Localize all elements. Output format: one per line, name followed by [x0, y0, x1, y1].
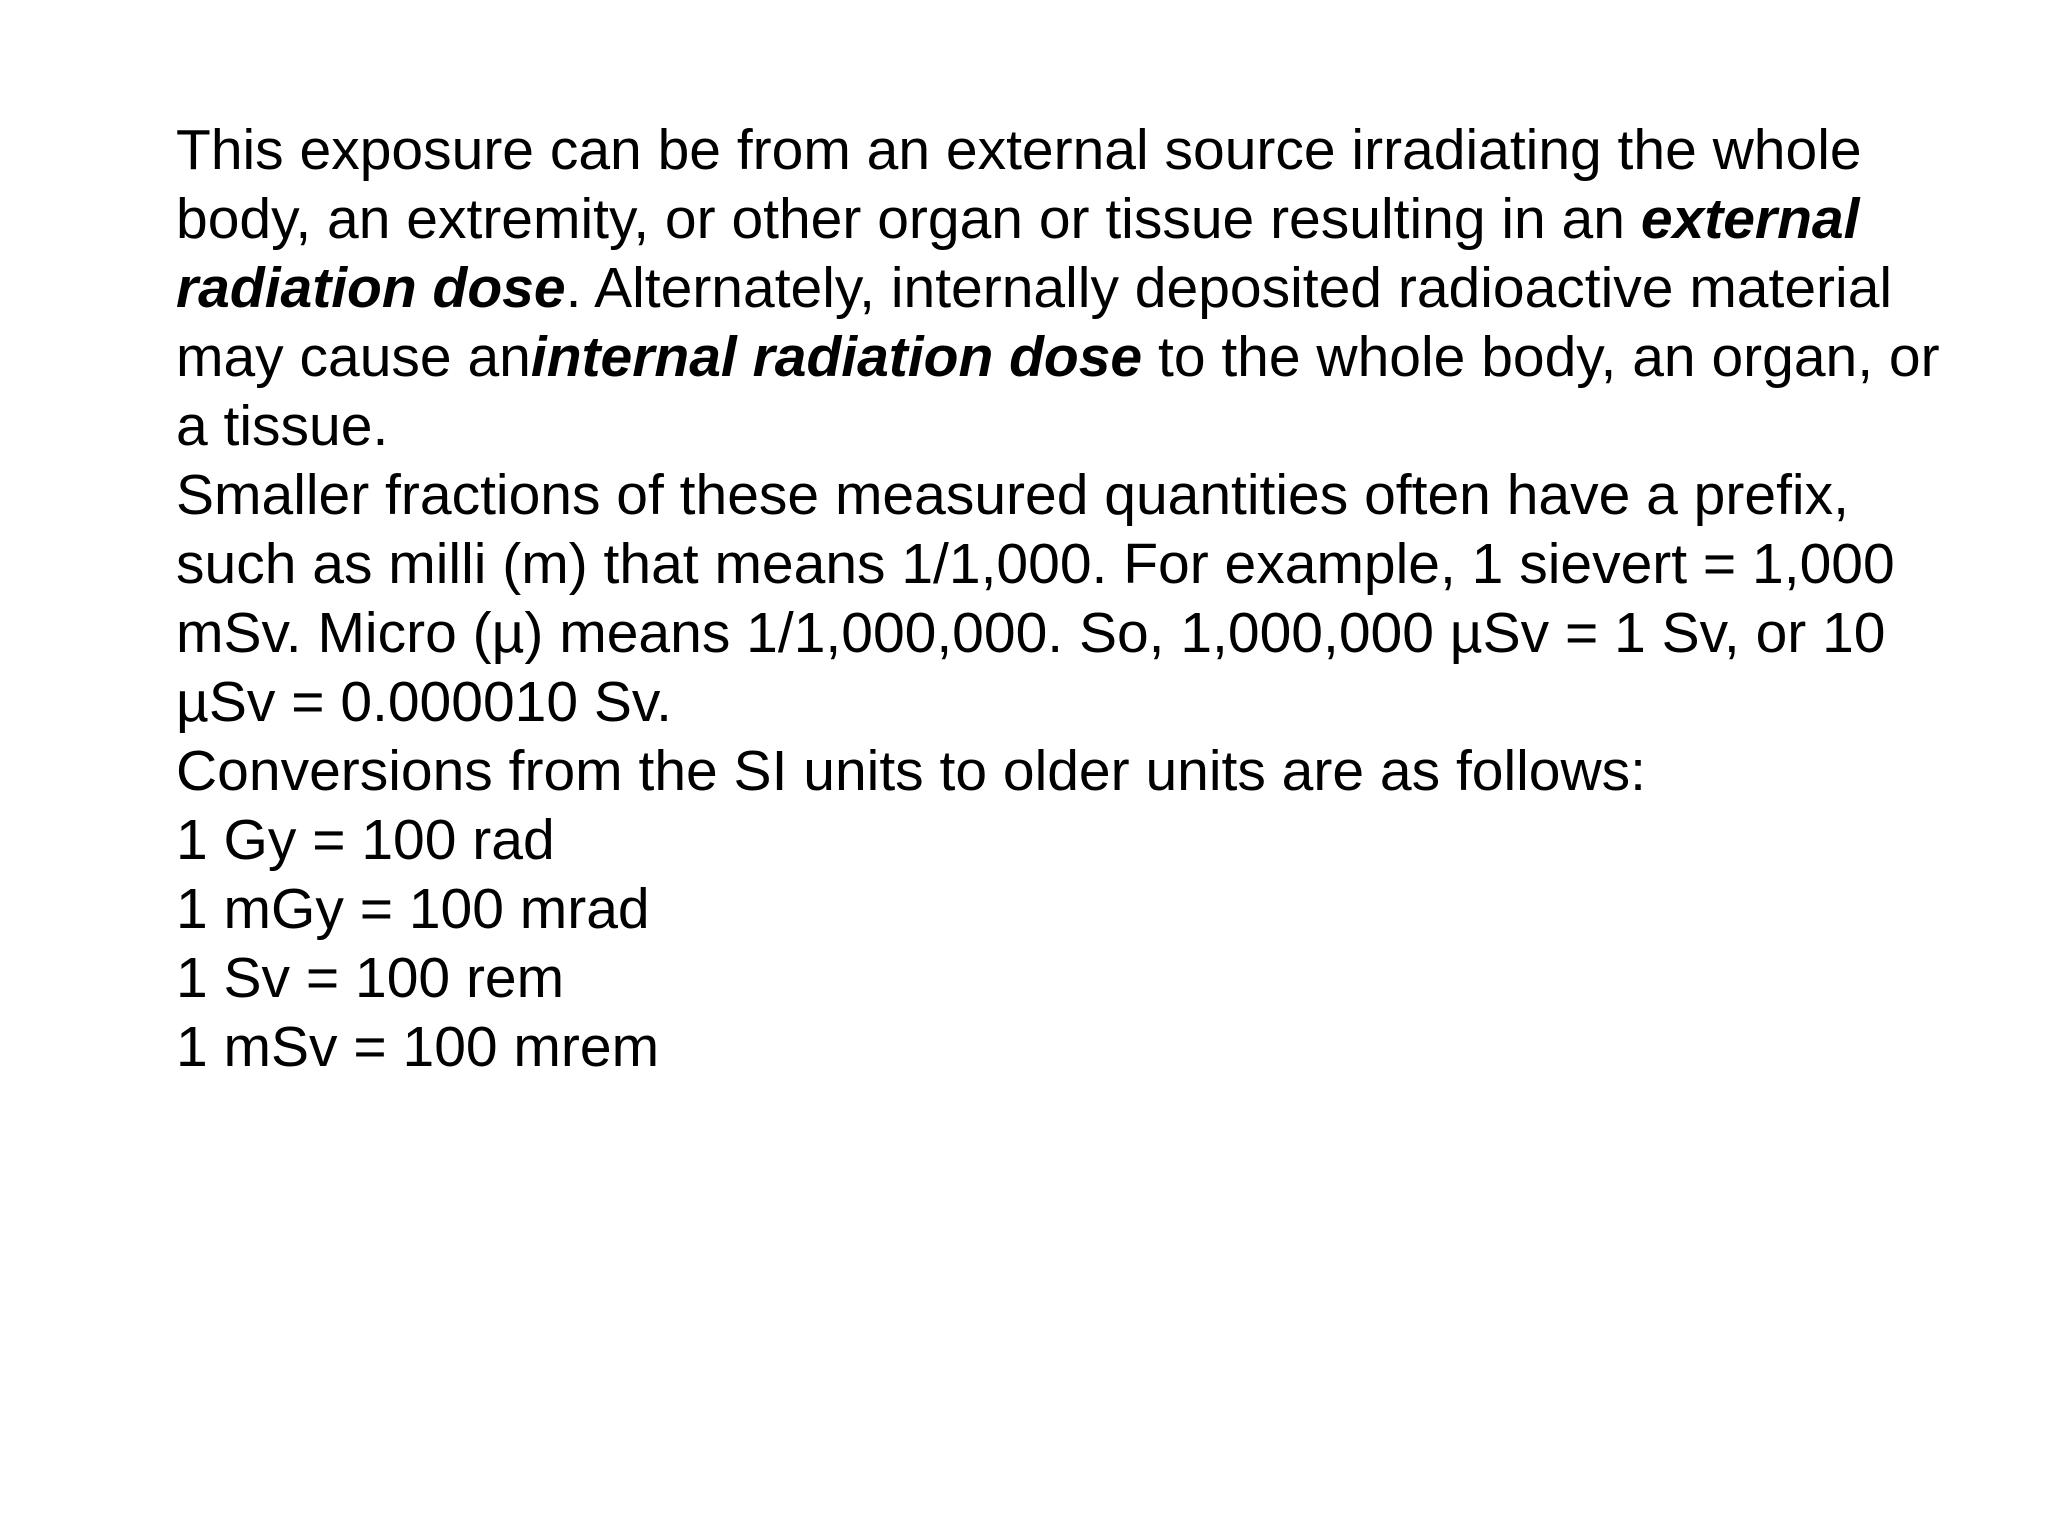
text-run: may cause an: [176, 325, 531, 389]
paragraph-unit-conversions: [176, 737, 1976, 1082]
emphasis-external-term: external: [1640, 187, 1860, 251]
paragraph-external-internal-dose: [176, 116, 1976, 461]
text-line: [176, 254, 1976, 323]
slide-body-text: [176, 116, 1976, 1082]
conversions-intro: Conversions from the SI units to older units are as follows:: [176, 739, 1647, 803]
emphasis-internal-radiation-dose-term: internal radiation dose: [530, 325, 1143, 389]
text-line: mSv. Micro (µ) means 1/1,000,000. So, 1,000,000 µSv = 1 Sv, or 10: [176, 601, 1886, 665]
text-run: body, an extremity, or other organ or tissue resulting in an: [176, 187, 1641, 251]
text-line: [176, 323, 1976, 392]
conversion-msv-mrem: 1 mSv = 100 mrem: [176, 1015, 660, 1079]
conversion-gy-rad: 1 Gy = 100 rad: [176, 808, 555, 872]
text-line: [176, 185, 1976, 254]
text-line: such as milli (m) that means 1/1,000. For example, 1 sievert = 1,000: [176, 532, 1895, 596]
text-line: This exposure can be from an external source irradiating the whole: [176, 118, 1862, 182]
text-line: Smaller fractions of these measured quantities often have a prefix,: [176, 463, 1849, 527]
text-run: . Alternately, internally deposited radioactive material: [565, 256, 1893, 320]
emphasis-radiation-dose-term: radiation dose: [176, 256, 566, 320]
conversion-sv-rem: 1 Sv = 100 rem: [176, 946, 565, 1010]
paragraph-unit-prefixes: [176, 461, 1976, 737]
text-line: µSv = 0.000010 Sv.: [176, 670, 673, 734]
text-run: to the whole body, an organ, or: [1142, 325, 1940, 389]
conversion-mgy-mrad: 1 mGy = 100 mrad: [176, 877, 650, 941]
text-line: a tissue.: [176, 394, 389, 458]
